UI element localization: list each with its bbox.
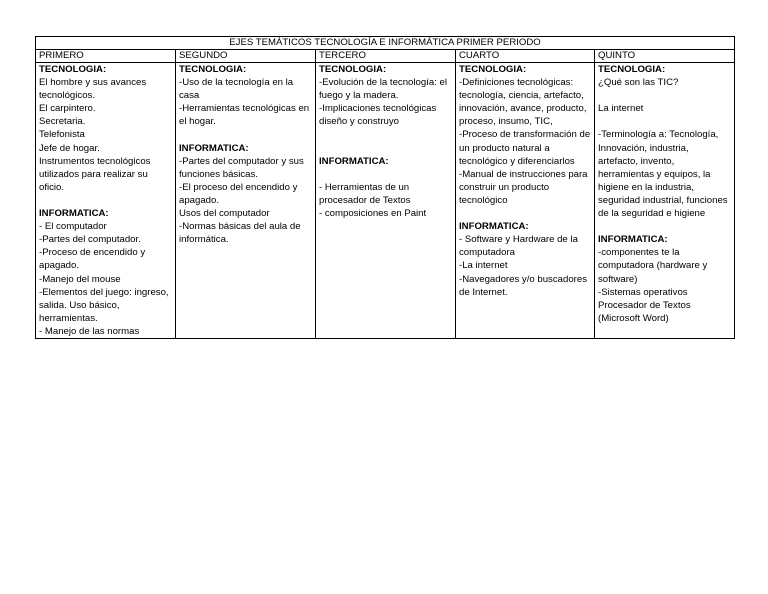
list-item: La internet [598,103,644,115]
column-header-segundo: SEGUNDO [176,50,316,63]
blank-line [319,128,452,141]
list-item: Jefe de hogar. [39,142,100,154]
column-header-cuarto: CUARTO [456,50,595,63]
list-item: -El proceso del encendido y apagado. [179,181,298,206]
column-header-row [36,50,735,63]
column-header-quinto: QUINTO [595,50,735,63]
list-item: ¿Qué son las TIC? [598,77,679,89]
blank-line [319,168,452,181]
blank-line [598,220,731,233]
cell-tercero [316,63,456,339]
list-item: - Herramientas de un procesador de Textos [319,181,411,206]
list-item: -Manual de instrucciones para construir un producto tecnológico [459,168,588,206]
blank-line [179,128,312,141]
section-heading: TECNOLOGIA: [39,64,107,75]
section-heading: TECNOLOGIA: [598,64,666,75]
cell-cuarto [456,63,595,339]
list-item: -Elementos del juego: ingreso, salida. Uso básico, herramientas. [39,286,169,324]
list-item: -Uso de la tecnología en la casa [179,77,294,102]
list-item: - El computador [39,221,107,233]
list-item: -Proceso de transformación de un producto natural a tecnológico y diferenciarlos [459,129,591,167]
section-heading: TECNOLOGIA: [459,64,527,75]
list-item: -Partes del computador. [39,234,141,246]
list-item: Telefonista [39,129,85,141]
list-item: - composiciones en Paint [319,208,427,220]
section-heading: TECNOLOGIA: [319,64,387,75]
list-item: -Normas básicas del aula de informática. [179,221,301,246]
blank-line [39,194,172,207]
section-heading: INFORMATICA: [319,155,389,167]
section-heading: TECNOLOGIA: [179,64,247,75]
list-item: Secretaria. [39,116,86,128]
list-item: Instrumentos tecnológicos utilizados para realizar su oficio. [39,155,151,193]
list-item: -Implicaciones tecnológicas diseño y construyo [319,103,437,128]
section-heading: INFORMATICA: [598,234,668,246]
blank-line [459,207,591,220]
list-item: Procesador de Textos (Microsoft Word) [598,299,691,324]
table-title: EJES TEMÁTICOS TECNOLOGÍA E INFORMÁTICA PRIMER PERIODO [36,37,735,50]
section-heading: INFORMATICA: [39,208,109,220]
section-heading: INFORMATICA: [459,221,529,233]
cell-quinto [595,63,735,339]
blank-line [319,142,452,155]
list-item: -componentes te la computadora (hardware y software) [598,247,708,285]
content-row [36,63,735,339]
list-item: -La internet [459,260,508,272]
list-item: - Software y Hardware de la computadora [459,234,578,259]
blank-line [598,89,731,102]
list-item: -Navegadores y/o buscadores de Internet. [459,273,587,298]
ejes-tematicos-table [35,36,735,339]
list-item: -Proceso de encendido y apagado. [39,247,146,272]
list-item: -Definiciones tecnológicas: tecnología, ciencia, artefacto, innovación, avance, producto, proceso, insumo, TIC, [459,77,587,128]
list-item: -Partes del computador y sus funciones básicas. [179,155,304,180]
list-item: -Manejo del mouse [39,273,121,285]
list-item: -Sistemas operativos [598,286,688,298]
list-item: - Manejo de las normas [39,325,140,337]
column-header-tercero: TERCERO [316,50,456,63]
cell-primero [36,63,176,339]
list-item: -Evolución de la tecnología: el fuego y la madera. [319,77,447,102]
cell-segundo [176,63,316,339]
title-row [36,37,735,50]
blank-line [598,115,731,128]
list-item: El carpintero. [39,103,96,115]
list-item: -Herramientas tecnológicas en el hogar. [179,103,310,128]
list-item: -Terminología a: Tecnología, Innovación, industria, artefacto, invento, herramientas y equipos, la higiene en la industria, seguridad industrial, funciones de la seguridad e higiene [598,129,728,220]
column-header-primero: PRIMERO [36,50,176,63]
list-item: El hombre y sus avances tecnológicos. [39,77,147,102]
section-heading: INFORMATICA: [179,142,249,154]
list-item: Usos del computador [179,208,270,220]
